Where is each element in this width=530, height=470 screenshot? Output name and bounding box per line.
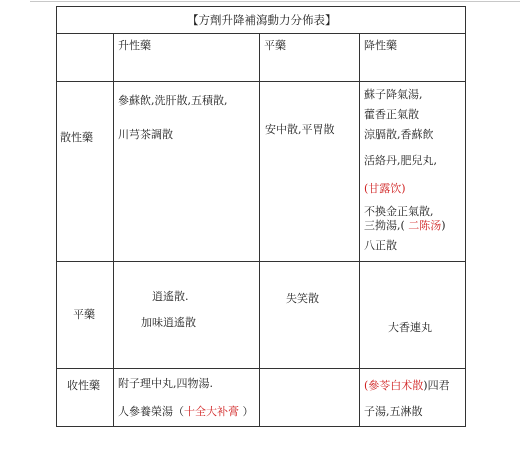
table-cell xyxy=(260,369,360,427)
formula-text: 人參養榮湯（ xyxy=(118,405,184,418)
header-row xyxy=(57,34,466,82)
table-cell xyxy=(114,82,260,262)
formula-distribution-table xyxy=(56,6,466,427)
row-label-neutral: 平藥 xyxy=(73,308,95,321)
formula-text: 涼膈散,香蘇飲 xyxy=(364,128,434,141)
formula-text-annotated xyxy=(118,406,254,418)
red-annotation: 二陈汤 xyxy=(404,219,442,232)
formula-text: )四君 xyxy=(423,379,450,392)
header-descending: 降性藥 xyxy=(364,39,397,52)
title-row xyxy=(57,7,466,34)
red-annotation: 甘露饮 xyxy=(368,182,402,195)
formula-text: ) xyxy=(401,182,406,195)
header-cell-neutral xyxy=(260,34,360,82)
table-row xyxy=(57,369,466,427)
table-title-cell xyxy=(57,7,466,34)
formula-text: 附子理中丸,四物湯. xyxy=(118,377,213,390)
formula-text: 加味逍遙散 xyxy=(141,316,196,329)
row-label-astringent: 收性藥 xyxy=(67,379,100,392)
table-cell xyxy=(360,369,466,427)
formula-text: 不換金正氣散, xyxy=(364,205,434,218)
formula-text: 活絡丹,肥兒丸, xyxy=(364,154,437,167)
formula-text: 藿香正氣散 xyxy=(364,108,419,121)
header-cell-rising xyxy=(114,34,260,82)
header-neutral: 平藥 xyxy=(264,39,286,52)
formula-text: 參蘇飲,洗肝散,五積散, xyxy=(118,94,228,107)
formula-text-annotated xyxy=(364,183,406,195)
row-label-dispersing: 散性藥 xyxy=(60,131,93,144)
formula-text: 大香連丸 xyxy=(388,321,432,334)
formula-text-annotated xyxy=(364,220,446,232)
header-cell-descending xyxy=(360,34,466,82)
table-cell xyxy=(360,82,466,262)
row-label-cell xyxy=(57,82,114,262)
formula-text: 失笑散 xyxy=(286,292,319,305)
formula-text: ( xyxy=(364,379,369,392)
page-top-rule xyxy=(30,1,520,2)
formula-text: ） xyxy=(239,405,254,418)
red-annotation: 十全大补膏 xyxy=(184,405,239,418)
table-title: 【方劑升降補瀉動力分佈表】 xyxy=(187,13,337,27)
formula-text: 安中散,平胃散 xyxy=(265,123,335,136)
formula-text: ( xyxy=(364,182,369,195)
formula-text: 川芎茶調散 xyxy=(118,128,173,141)
row-label-cell xyxy=(57,262,114,369)
formula-text: 蘇子降氣湯, xyxy=(364,88,423,101)
row-label-cell xyxy=(57,369,114,427)
table-row xyxy=(57,82,466,262)
header-rising: 升性藥 xyxy=(118,39,151,52)
formula-text-annotated xyxy=(364,380,450,392)
formula-text: 逍遙散. xyxy=(152,290,189,303)
table-cell xyxy=(360,262,466,369)
formula-text: 三拗湯,( xyxy=(364,219,405,232)
table-cell xyxy=(114,369,260,427)
table-cell xyxy=(260,82,360,262)
table-cell xyxy=(260,262,360,369)
header-corner-cell xyxy=(57,34,114,82)
table-cell xyxy=(114,262,260,369)
red-annotation: 參苓白术散 xyxy=(368,379,424,392)
formula-text: 八正散 xyxy=(364,239,397,252)
formula-text: 子湯,五淋散 xyxy=(364,405,423,418)
table-row xyxy=(57,262,466,369)
formula-text: ) xyxy=(441,219,446,232)
